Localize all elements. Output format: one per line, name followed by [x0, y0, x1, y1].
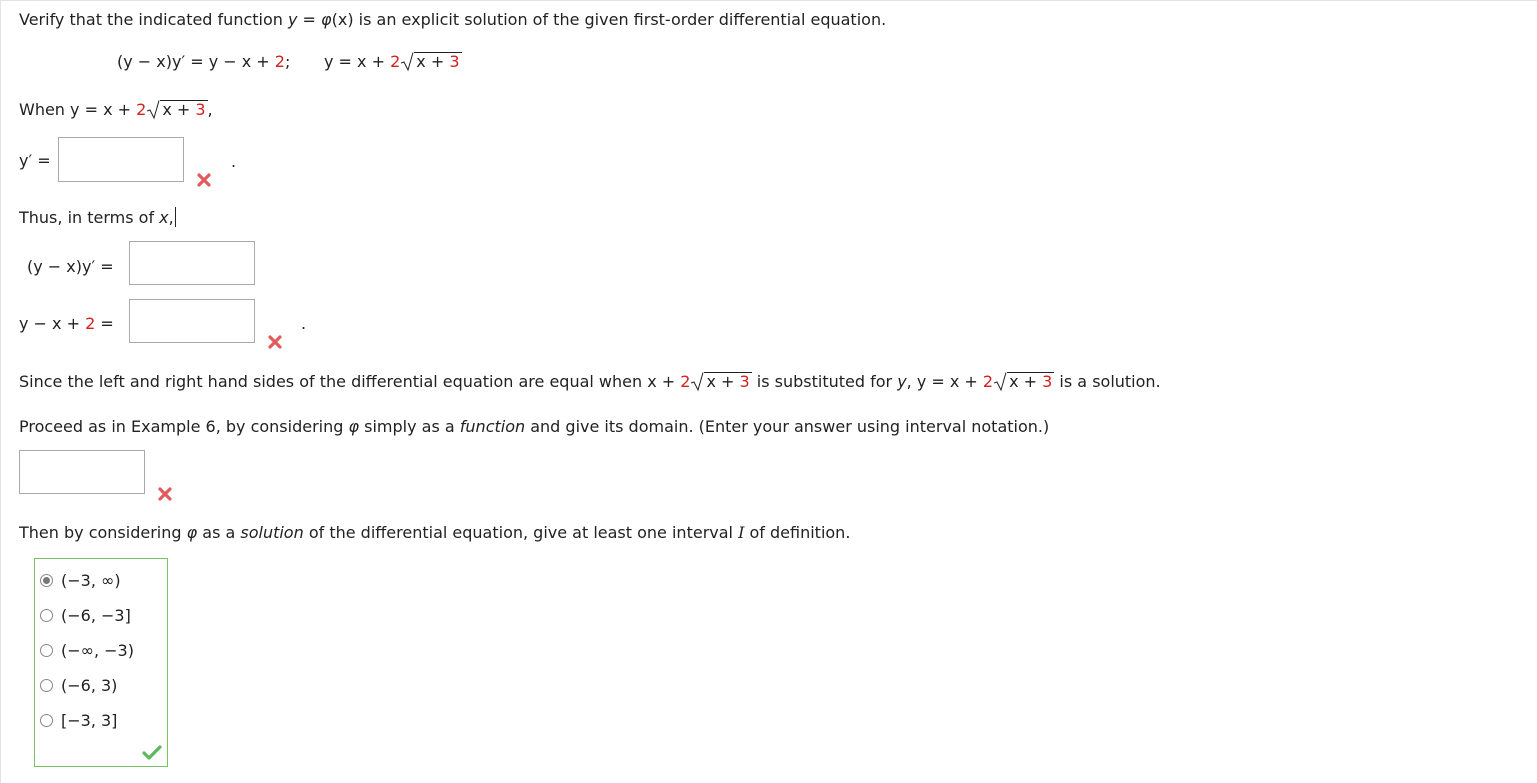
radio-button-selected[interactable] [40, 574, 53, 587]
option-label: (−6, −3] [61, 605, 131, 625]
proceed-phi: φ [348, 417, 360, 436]
radio-button[interactable] [40, 644, 53, 657]
thus-x: x [159, 208, 169, 227]
option-label: (−6, 3) [61, 675, 118, 695]
thus-text: Thus, in terms of [19, 208, 160, 227]
option-label: (−∞, −3) [61, 640, 134, 660]
lhs-expression: (y − x)y′ [27, 257, 96, 276]
option-item[interactable] [40, 709, 117, 731]
sqrt-symbol [401, 52, 461, 71]
option-item[interactable] [40, 569, 121, 591]
instruction-text [19, 10, 886, 29]
thus-post: , [168, 208, 174, 227]
x-mark-icon [157, 486, 173, 502]
when-coef: 2 [136, 100, 147, 119]
rhs-const: 2 [85, 314, 96, 333]
rhs-eq: = [95, 314, 114, 333]
radicand-x: x + [706, 372, 740, 391]
radicand-const: 3 [449, 52, 460, 71]
since-coef: 2 [680, 372, 691, 391]
option-item[interactable] [40, 639, 134, 661]
lhs-eq: = [95, 257, 114, 276]
solution-coef: 2 [390, 52, 401, 71]
radicand-x: x + [416, 52, 450, 71]
rhs-label [19, 314, 114, 333]
radical-icon [401, 52, 414, 72]
radicand-x: x + [1009, 372, 1043, 391]
then-post: of definition. [744, 523, 851, 542]
instruction-y: y [288, 10, 298, 29]
radio-button[interactable] [40, 609, 53, 622]
equation-lhs-mid: = y − x + [185, 52, 275, 71]
sqrt-symbol [147, 100, 207, 119]
rhs-answer-input[interactable] [129, 299, 255, 343]
yprime-label [19, 151, 51, 170]
since-y: y [897, 372, 907, 391]
since-line [19, 372, 1161, 391]
equation-line [117, 52, 290, 71]
option-item[interactable] [40, 604, 131, 626]
thus-line [19, 207, 176, 227]
proceed-function: function [459, 417, 526, 436]
since-mid2: , y = x + [906, 372, 983, 391]
radicand-x: x + [162, 100, 196, 119]
lhs-label [27, 257, 114, 276]
instruction-pre: Verify that the indicated function [19, 10, 288, 29]
rhs-expression: y − x + [19, 314, 86, 333]
radio-button[interactable] [40, 679, 53, 692]
sqrt-symbol [691, 372, 751, 391]
interval-options-group [34, 558, 168, 767]
domain-answer-input[interactable] [19, 450, 145, 494]
radicand-const: 3 [739, 372, 750, 391]
then-solution: solution [240, 523, 304, 542]
then-phi: φ [186, 523, 198, 542]
lhs-answer-input[interactable] [129, 241, 255, 285]
since-mid: is substituted for [751, 372, 898, 391]
radical-icon [994, 372, 1007, 392]
since-coef2: 2 [982, 372, 994, 391]
instruction-eq: = [297, 10, 322, 29]
then-I: I [738, 523, 745, 542]
when-line [19, 100, 213, 119]
radical-icon [691, 372, 704, 392]
option-item[interactable] [40, 674, 117, 696]
then-line [19, 523, 850, 542]
when-pre: When [19, 100, 71, 119]
rhs-period: . [301, 314, 307, 333]
radicand-const: 3 [1042, 372, 1053, 391]
yprime-period: . [231, 152, 237, 171]
solution-pre: y = x + [324, 52, 391, 71]
radio-button[interactable] [40, 714, 53, 727]
check-mark-icon [142, 744, 162, 760]
since-post: is a solution. [1054, 372, 1161, 391]
equation-lhs: (y − x)y′ [117, 52, 186, 71]
then-mid2: of the differential equation, give at least one interval [303, 523, 739, 542]
when-expr: y = x + [70, 100, 137, 119]
option-label: [−3, 3] [61, 710, 118, 730]
text-caret [175, 207, 176, 227]
x-mark-icon [267, 334, 283, 350]
then-mid: as a [197, 523, 241, 542]
proceed-pre: Proceed as in Example 6, by considering [19, 417, 349, 436]
proceed-line [19, 417, 1049, 436]
since-pre: Since the left and right hand sides of the differential equation are equal when x + [19, 372, 681, 391]
instruction-arg: (x) [331, 10, 354, 29]
equation-lhs-const: 2 [274, 52, 285, 71]
proceed-post: and give its domain. (Enter your answer using interval notation.) [525, 417, 1050, 436]
when-post: , [207, 100, 213, 119]
radical-icon [147, 100, 160, 120]
solution-expression [324, 52, 462, 71]
option-label: (−3, ∞) [61, 570, 121, 590]
sqrt-symbol [994, 372, 1054, 391]
radicand-const: 3 [195, 100, 206, 119]
yprime-eq: = [32, 151, 51, 170]
proceed-mid: simply as a [359, 417, 460, 436]
then-pre: Then by considering [19, 523, 187, 542]
equation-separator: ; [284, 52, 291, 71]
instruction-post: is an explicit solution of the given first-order differential equation. [353, 10, 887, 29]
x-mark-icon [196, 172, 212, 188]
yprime-symbol: y′ [19, 151, 33, 170]
instruction-phi: φ [321, 10, 332, 29]
yprime-answer-input[interactable] [58, 137, 184, 182]
